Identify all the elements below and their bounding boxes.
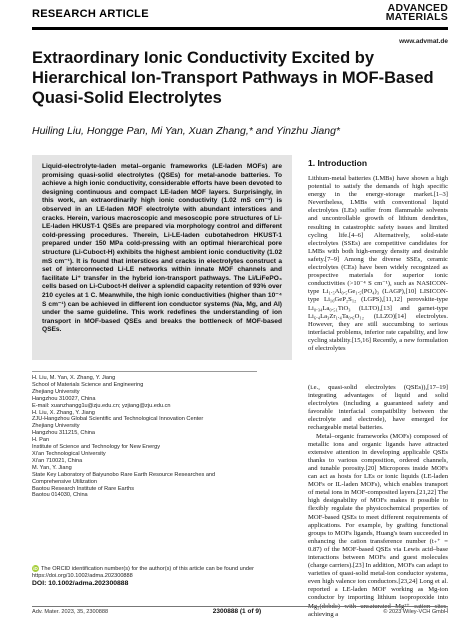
affiliation-line: Baotou 014030, China	[32, 492, 88, 499]
affiliation-line: H. Pan	[32, 437, 50, 444]
orcid-notice	[32, 565, 267, 580]
logo-line-2: MATERIALS	[385, 11, 448, 23]
affiliation-line: ZJU-Hangzhou Global Scientific and Technological Innovation Center	[32, 416, 204, 423]
orcid-text[interactable]: The ORCID identification number(s) for the author(s) of this article can be found under https://doi.org/10.1002/adma.202300888	[32, 565, 254, 579]
footer-rule	[32, 606, 448, 607]
affiliation-line: H. Liu, M. Yan, X. Zhang, Y. Jiang	[32, 375, 116, 381]
footer-page-number: 2300888 (1 of 9)	[212, 608, 262, 615]
affiliation-divider	[32, 371, 257, 372]
header-rule	[32, 27, 448, 30]
affiliation-line: Baotou Research Institute of Rare Earths	[32, 485, 134, 492]
article-doi[interactable]: DOI: 10.1002/adma.202300888	[32, 580, 129, 587]
affiliation-line: Hangzhou 310027, China	[32, 395, 96, 402]
affiliation-line: H. Liu, X. Zhang, Y. Jiang	[32, 409, 95, 416]
journal-logo	[386, 4, 448, 22]
affiliation-line: Xi'an Technological University	[32, 450, 106, 457]
affiliations	[32, 375, 242, 499]
affiliation-line: Institute of Science and Technology for New Energy	[32, 444, 161, 451]
affiliation-line: Xi'an 710021, China	[32, 457, 83, 464]
affiliation-line: M. Yan, Y. Jiang	[32, 464, 72, 471]
affiliation-line: Zhejiang University	[32, 423, 80, 430]
affiliation-line: Hangzhou 311215, China	[32, 430, 96, 437]
intro-paragraph-1: Lithium-metal batteries (LMBs) have shown a high potential to satisfy the demands of high specific energy in the energy-storage market.[1–3] Nevertheless, LMBs with conventional liquid electrolytes (LEs) suffer from flammable solvents and uncontrollable growth of lithium dendrites, resulting in catastrophic safety issues and limited cycling life.[4–6] Alternatively, solid-state electrolytes (SSEs) are competitive candidates for LMBs with both high-energy density and desirable safety.[7–9] Among the diverse SSEs, ceramic electrolytes (CEs) have been widely recognized as prospective materials for superior ionic conductivities (>10⁻⁴ S cm⁻¹), such as NASICON-type Li₁.₅Al₀.₅Ge₁.₅(PO₄)₃ (LAGP),[10] LISICON-type Li₁₀GeP₂S₁₂ (LGPS),[11,12] perovskite-type Li₀.₃₄La₀.₅₁TiO₃ (LLTO),[13] and garnet-type Li₆.₄La₃Zr₁.₄Ta₀.₆O₁₂ (LLZO)[14] electrolytes. However, they are still succumbing to serious interfacial problems, inferior rate capability, and low cycling stability.[15,16] Recently, a new formulation of electrolytes	[308, 175, 448, 352]
affiliation-line: Zhejiang University	[32, 388, 80, 395]
affiliation-email[interactable]: E-mail: xuanzhangg1u@zju.edu.cn; yzjiang@zju.edu.cn	[32, 402, 171, 409]
affiliation-line: State Key Laboratory of Baiyunobo Rare Earth Resource Researches and	[32, 471, 216, 478]
intro-paragraph-1-continued: (i.e., quasi-solid electrolytes (QSEs)),[17–19] integrating advantages of liquid and solid electrolytes (including a guaranteed safety and favorable interfacial compatibility between the electrolyte and electrode), have emerged for rechargeable metal batteries.	[308, 384, 448, 432]
journal-website[interactable]: www.advmat.de	[399, 38, 448, 45]
footer-citation: Adv. Mater. 2023, 35, 2300888	[32, 609, 109, 615]
affiliation-line: Comprehensive Utilization	[32, 478, 97, 485]
article-title: Extraordinary Ionic Conductivity Excited by Hierarchical Ion-Transport Pathways in MOF-Based Quasi-Solid Electrolytes	[32, 49, 434, 107]
section-heading-introduction: 1. Introduction	[308, 158, 368, 168]
logo-line-1: ADVANCED	[387, 2, 448, 14]
abstract-box: Liquid-electrolyte-laden metal–organic frameworks (LE-laden MOFs) are promising quasi-solid electrolytes (QSEs) for metal-anode batteries. To achieve a high ionic conductivity, considerable efforts have been devoted to designing continuous and compact LE-laden MOF layers. Surprisingly, in this work, an extraordinarily high ionic conductivity (1.02 mS cm⁻¹) is observed in an LE-laden MOF electrolyte with abundant interstices and cracks. Herein, various macroscopic and mesoscopic pore structures of Li-LE-laden HKUST-1 QSEs are prepared via morphology control and different cold-pressing procedures. Therein, Li-LE-laden cubotahedron HKUST-1 prepared under 150 MPa cold-pressing with an optimal hierarchical pore structure (Li-Cuboct-H) exhibits the highest ambient ionic conductivity (1.02 mS cm⁻¹). It is found that interstices and cracks in electrolytes construct a set of interconnected Li-LE networks within innate MOF channels and facilitate Li⁺ transfer in the hybrid ion-transport pathways. The Li/LiFePO₄ cells based on Li-Cuboct-H deliver a splendid capacity retention of 93% over 210 cycles at 1 C. Meanwhile, the high ionic conductivities (higher than 10⁻⁴ S cm⁻¹) can be achieved in different ion conductor systems (Na, Mg, and Al) under the same guideline. This work redefines the understanding of ion transport in MOF-based QSEs and breaks the bottleneck of MOF-based QSEs.	[32, 155, 292, 360]
author-list: Huiling Liu, Hongge Pan, Mi Yan, Xuan Zhang,* and Yinzhu Jiang*	[32, 125, 341, 137]
orcid-icon: iD	[33, 566, 38, 571]
article-type-label: RESEARCH ARTICLE	[32, 8, 149, 20]
footer-copyright: © 2023 Wiley-VCH GmbH	[383, 609, 448, 615]
intro-paragraph-2: Metal–organic frameworks (MOFs) composed of metallic ions and organic ligands have attracted extensive attention in developing applicable QSEs thanks to various composition, ordered channels, and tunable porosity.[20] Micropores inside MOFs can act as hosts for LEs or ionic liquids (LE-laden MOFs or IL-laden MOFs), which enables transport of metal ions in MOF-composited layers.[21,22] The high designability of MOFs makes it possible to flexibly regulate the physicochemical properties of MOF-based QSEs to meet different requirements of applications. For example, by grafting functional groups to MOFs ligands, Huang's team succeeded in enhancing the cation transference number (t₊⁺ = 0.87) of the MOF-based QSEs via Lewis acid–base interactions between MOFs and guest molecules (charge carriers).[23] In addition, MOFs can adapt to varieties of quasi-solid metal-ion conductor systems, even high valence ion conductors.[23,24] Long et al. reported a LE-laden MOF working as Mg-ion conductor by importing lithium isopropoxide into achieving a	[308, 432, 448, 618]
affiliation-line: School of Materials Science and Engineering	[32, 381, 144, 388]
intro-body-continued	[308, 384, 448, 619]
